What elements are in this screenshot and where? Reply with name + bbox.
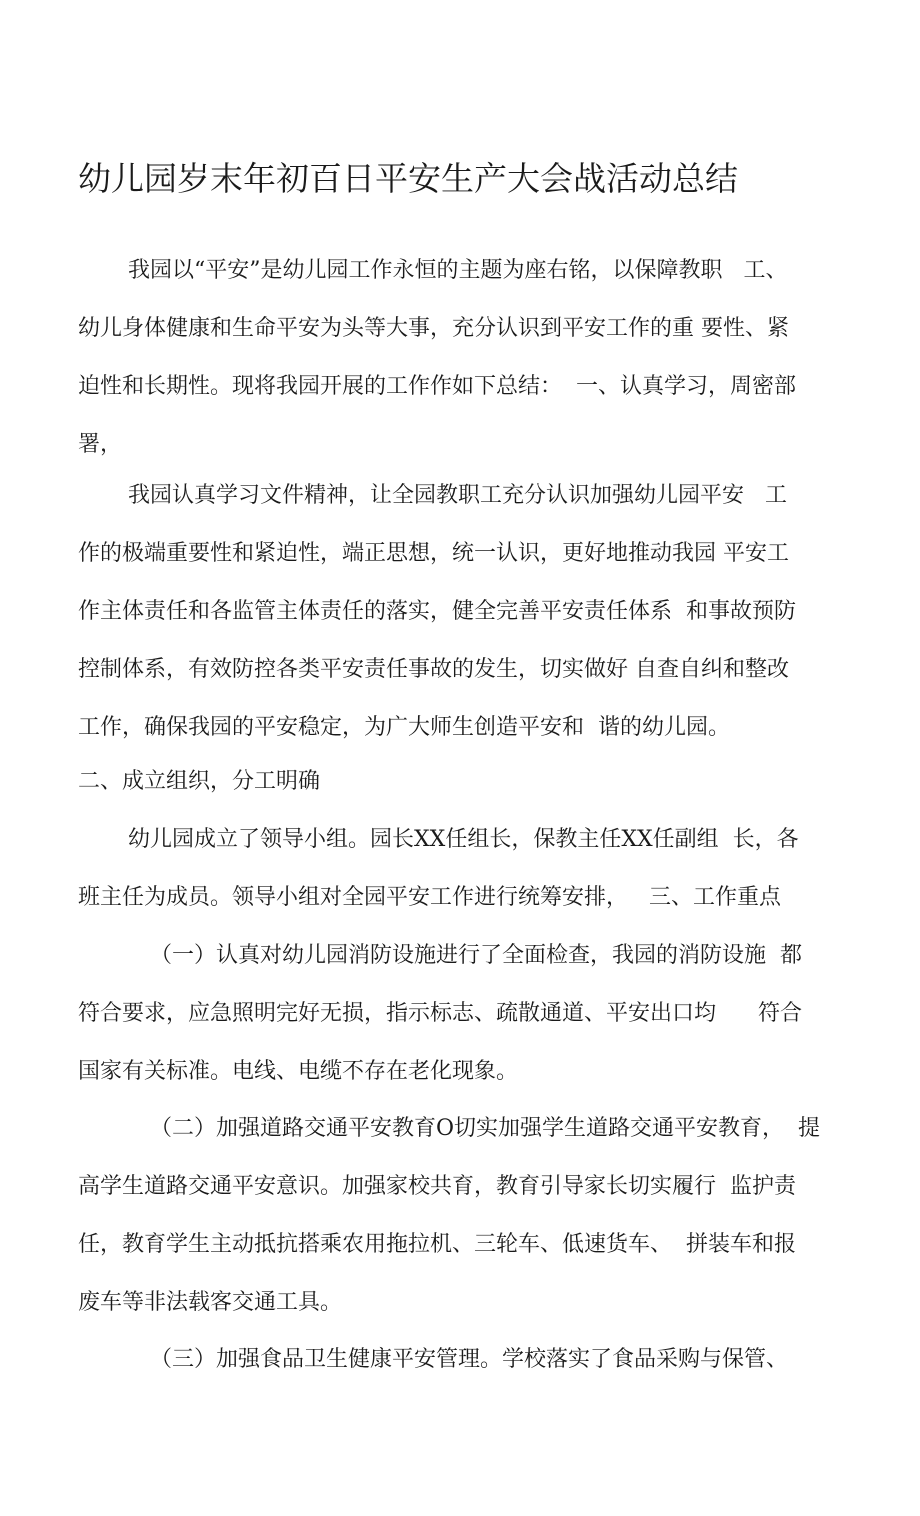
paragraph-line: 任，教育学生主动抵抗搭乘农用拖拉机、三轮车、低速货车、 拼装车和报 xyxy=(78,1232,796,1257)
paragraph-6 xyxy=(78,1331,858,1389)
paragraph-line: 工作，确保我园的平安稳定，为广大师生创造平安和 谐的幼儿园。 xyxy=(78,715,730,740)
paragraph-line: 废车等非法载客交通工具。 xyxy=(78,1290,343,1315)
paragraph-line: 我园以“平安”是幼儿园工作永恒的主题为座右铭，以保障教职 工、 xyxy=(128,258,788,283)
document-title: 幼儿园岁末年初百日平安生产大会战活动总结 xyxy=(78,159,738,198)
paragraph-line: （三）加强食品卫生健康平安管理。学校落实了食品采购与保管、 xyxy=(150,1347,789,1372)
paragraph-3 xyxy=(78,811,858,927)
paragraph-5 xyxy=(78,1100,858,1332)
section-heading-text: 二、成立组织，分工明确 xyxy=(78,769,321,794)
paragraph-line: 我园认真学习文件精神，让全园教职工充分认识加强幼儿园平安 工 xyxy=(128,483,787,508)
paragraph-line: 作主体责任和各监管主体责任的落实，健全完善平安责任体系 和事故预防 xyxy=(78,599,796,624)
paragraph-line: 国家有关标准。电线、电缆不存在老化现象。 xyxy=(78,1059,519,1084)
paragraph-line: 高学生道路交通平安意识。加强家校共育，教育引导家长切实履行 监护责 xyxy=(78,1174,796,1199)
paragraph-2 xyxy=(78,467,858,757)
paragraph-line: 符合要求，应急照明完好无损，指示标志、疏散通道、平安出口均 符合 xyxy=(78,1001,802,1026)
paragraph-1 xyxy=(78,242,858,474)
paragraph-4 xyxy=(78,927,858,1101)
paragraph-line: 班主任为成员。领导小组对全园平安工作进行统筹安排， 三、工作重点 xyxy=(78,885,781,910)
section-heading xyxy=(78,753,858,811)
paragraph-line: （一）认真对幼儿园消防设施进行了全面检查，我园的消防设施 都 xyxy=(150,943,802,968)
paragraph-line: 署， xyxy=(78,432,123,457)
paragraph-line: 控制体系，有效防控各类平安责任事故的发生，切实做好 自查自纠和整改 xyxy=(78,657,789,682)
paragraph-line: 幼儿园成立了领导小组。园长XX任组长，保教主任XX任副组 长，各 xyxy=(128,827,799,852)
paragraph-line: （二）加强道路交通平安教育O切实加强学生道路交通平安教育， 提 xyxy=(150,1116,821,1141)
paragraph-line: 迫性和长期性。现将我园开展的工作作如下总结： 一、认真学习，周密部 xyxy=(78,374,796,399)
paragraph-line: 作的极端重要性和紧迫性，端正思想，统一认识，更好地推动我园 平安工 xyxy=(78,541,789,566)
paragraph-line: 幼儿身体健康和生命平安为头等大事，充分认识到平安工作的重 要性、紧 xyxy=(78,316,789,341)
